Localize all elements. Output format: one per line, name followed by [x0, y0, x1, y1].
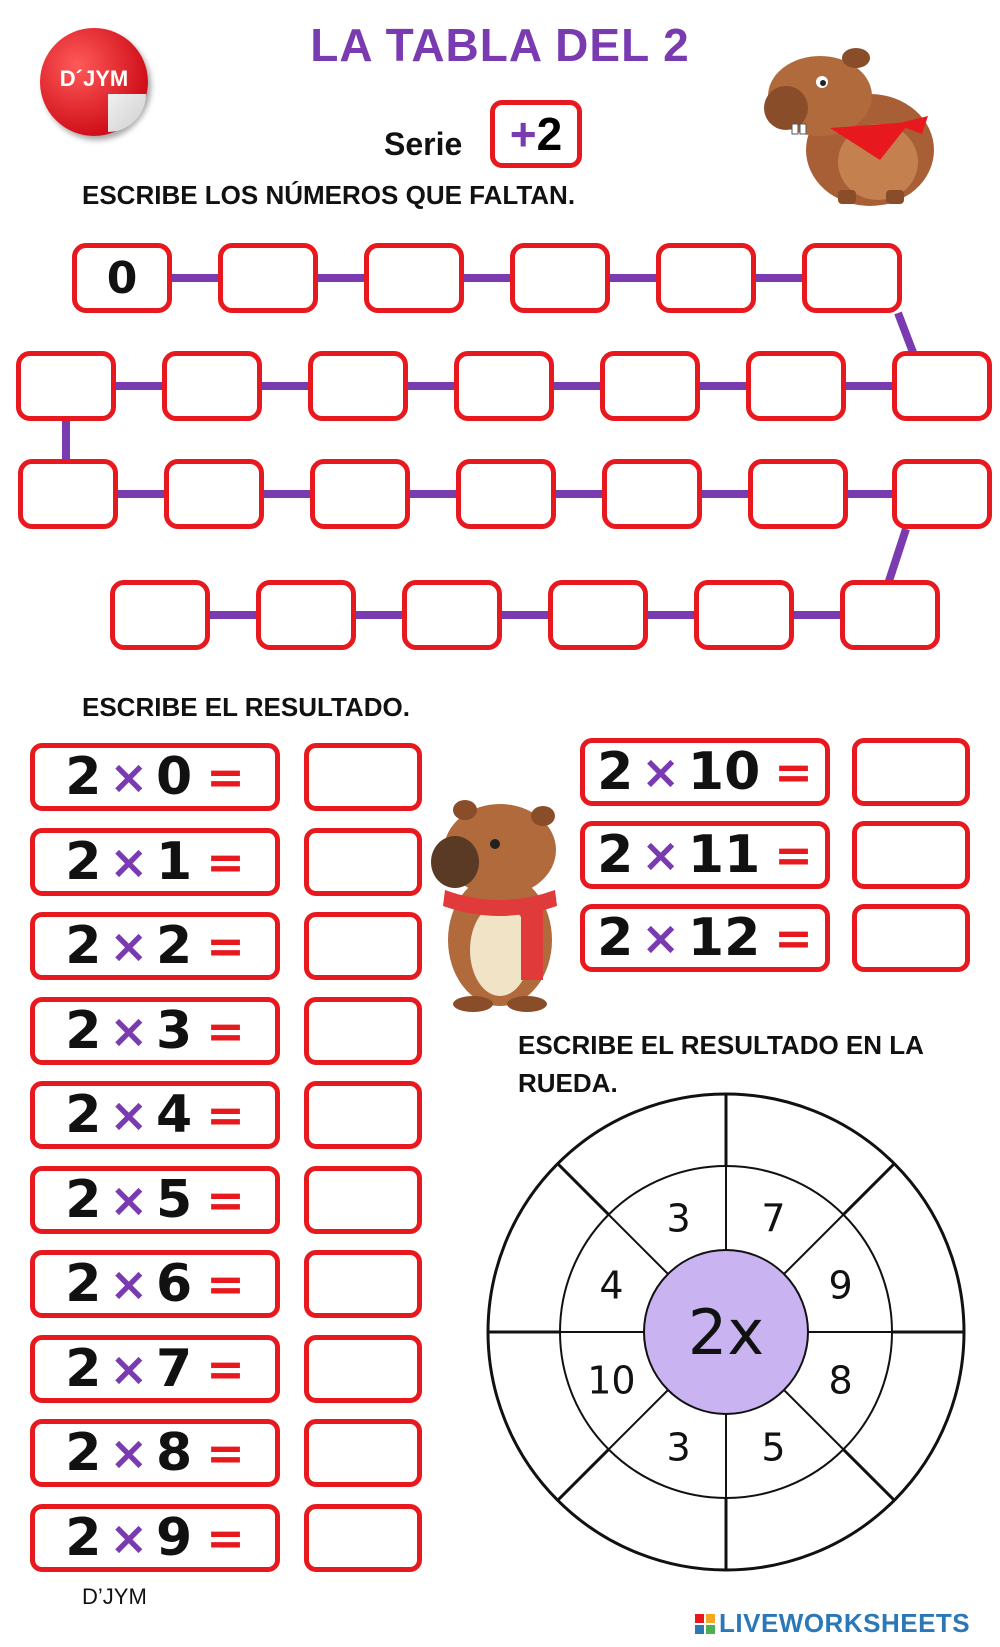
wheel-inner-number: 3 — [666, 1425, 691, 1470]
factor-a: 2 — [65, 1085, 102, 1145]
times-sign: × — [641, 911, 680, 965]
wheel-inner-number: 10 — [587, 1358, 636, 1403]
equals-sign: = — [206, 1510, 245, 1565]
instruction-wheel-line2: RUEDA. — [518, 1068, 618, 1098]
equation-2x4 — [30, 1081, 280, 1149]
wheel-answer-slot[interactable] — [891, 1387, 935, 1431]
times-sign: × — [109, 1172, 148, 1227]
equals-sign: = — [774, 828, 813, 882]
equals-sign: = — [206, 1341, 245, 1396]
equation-2x1 — [30, 828, 280, 896]
plus-sign: + — [509, 108, 537, 160]
equation-2x3 — [30, 997, 280, 1065]
answer-box[interactable] — [304, 1166, 422, 1234]
factor-b: 1 — [156, 831, 193, 892]
serie-label: Serie — [384, 126, 463, 162]
liveworksheets-brand[interactable] — [695, 1608, 970, 1639]
serie-value: 2 — [536, 108, 563, 160]
times-sign: × — [109, 834, 148, 889]
answer-box[interactable] — [304, 997, 422, 1065]
answer-box[interactable] — [304, 912, 422, 980]
answer-box[interactable] — [304, 1250, 422, 1318]
factor-b: 7 — [156, 1338, 193, 1399]
answer-box[interactable] — [304, 828, 422, 896]
equals-sign: = — [206, 834, 245, 889]
equation-2x10 — [580, 738, 830, 806]
answer-box[interactable] — [852, 904, 970, 972]
equation-2x11 — [580, 821, 830, 889]
page-title: LA TABLA DEL 2 — [310, 19, 690, 71]
answer-box[interactable] — [304, 1419, 422, 1487]
equals-sign: = — [206, 1088, 245, 1142]
wheel-inner-number: 5 — [761, 1425, 786, 1470]
times-sign: × — [641, 745, 680, 799]
factor-a: 2 — [65, 916, 102, 976]
equals-sign: = — [206, 1003, 245, 1058]
factor-b: 8 — [156, 1423, 193, 1483]
times-sign: × — [109, 919, 148, 973]
chain-box-start: 0 — [72, 243, 172, 313]
instruction-result: ESCRIBE EL RESULTADO. — [82, 692, 410, 722]
equation-2x0 — [30, 743, 280, 811]
wheel-inner-number: 3 — [666, 1196, 691, 1241]
equation-2x2 — [30, 912, 280, 980]
equals-sign: = — [774, 745, 813, 799]
times-sign: × — [109, 1257, 148, 1311]
factor-b: 3 — [156, 1000, 193, 1061]
answer-box[interactable] — [304, 743, 422, 811]
times-sign: × — [641, 828, 680, 882]
factor-a: 2 — [65, 1507, 102, 1568]
equation-2x8 — [30, 1419, 280, 1487]
times-sign: × — [109, 1426, 148, 1480]
factor-a: 2 — [597, 742, 634, 802]
factor-b: 10 — [687, 742, 761, 802]
instruction-missing-numbers: ESCRIBE LOS NÚMEROS QUE FALTAN. — [82, 180, 576, 210]
liveworksheets-text: LIVEWORKSHEETS — [719, 1608, 971, 1638]
liveworksheets-icon — [695, 1614, 715, 1634]
wheel-answer-slot[interactable] — [781, 1123, 825, 1167]
equals-sign: = — [206, 1172, 245, 1227]
instruction-wheel-line1: ESCRIBE EL RESULTADO EN LA — [518, 1030, 924, 1060]
footer-author: D’JYM — [82, 1584, 147, 1609]
factor-b: 9 — [156, 1507, 193, 1568]
capybara-scarf-illustration — [425, 790, 575, 1015]
factor-b: 2 — [156, 916, 193, 976]
factor-b: 5 — [156, 1169, 193, 1230]
times-sign: × — [109, 1003, 148, 1058]
equation-2x9 — [30, 1504, 280, 1572]
answer-box[interactable] — [852, 821, 970, 889]
factor-a: 2 — [65, 1169, 102, 1230]
multiplication-wheel — [486, 1092, 966, 1572]
factor-a: 2 — [65, 1423, 102, 1483]
factor-b: 4 — [156, 1085, 193, 1145]
factor-a: 2 — [65, 1254, 102, 1314]
times-sign: × — [109, 750, 148, 804]
equals-sign: = — [206, 750, 245, 804]
wheel-inner-number: 8 — [828, 1358, 853, 1403]
times-sign: × — [109, 1510, 148, 1565]
wheel-answer-slot[interactable] — [627, 1497, 671, 1541]
factor-a: 2 — [65, 831, 102, 892]
wheel-center-label: 2x — [687, 1296, 765, 1369]
answer-box[interactable] — [304, 1081, 422, 1149]
wheel-answer-slot[interactable] — [517, 1387, 561, 1431]
factor-a: 2 — [597, 908, 634, 968]
answer-box[interactable] — [304, 1504, 422, 1572]
logo-text: D´JYM — [59, 66, 129, 91]
wheel-answer-slot[interactable] — [517, 1233, 561, 1277]
wheel-answer-slot[interactable] — [891, 1233, 935, 1277]
factor-b: 12 — [687, 908, 761, 968]
equals-sign: = — [206, 1426, 245, 1480]
equation-2x12 — [580, 904, 830, 972]
wheel-inner-number: 9 — [828, 1263, 853, 1308]
factor-b: 0 — [156, 747, 193, 807]
equation-2x7 — [30, 1335, 280, 1403]
equation-2x6 — [30, 1250, 280, 1318]
factor-b: 11 — [687, 825, 761, 885]
times-sign: × — [109, 1088, 148, 1142]
factor-a: 2 — [65, 1338, 102, 1399]
factor-a: 2 — [65, 1000, 102, 1061]
equals-sign: = — [774, 911, 813, 965]
factor-a: 2 — [65, 747, 102, 807]
equation-2x5 — [30, 1166, 280, 1234]
answer-box[interactable] — [304, 1335, 422, 1403]
wheel-inner-number: 4 — [599, 1263, 624, 1308]
factor-a: 2 — [597, 825, 634, 885]
answer-box[interactable] — [852, 738, 970, 806]
equals-sign: = — [206, 919, 245, 973]
wheel-answer-slot[interactable] — [781, 1497, 825, 1541]
wheel-answer-slot[interactable] — [627, 1123, 671, 1167]
wheel-inner-number: 7 — [761, 1196, 786, 1241]
factor-b: 6 — [156, 1254, 193, 1314]
equals-sign: = — [206, 1257, 245, 1311]
times-sign: × — [109, 1341, 148, 1396]
